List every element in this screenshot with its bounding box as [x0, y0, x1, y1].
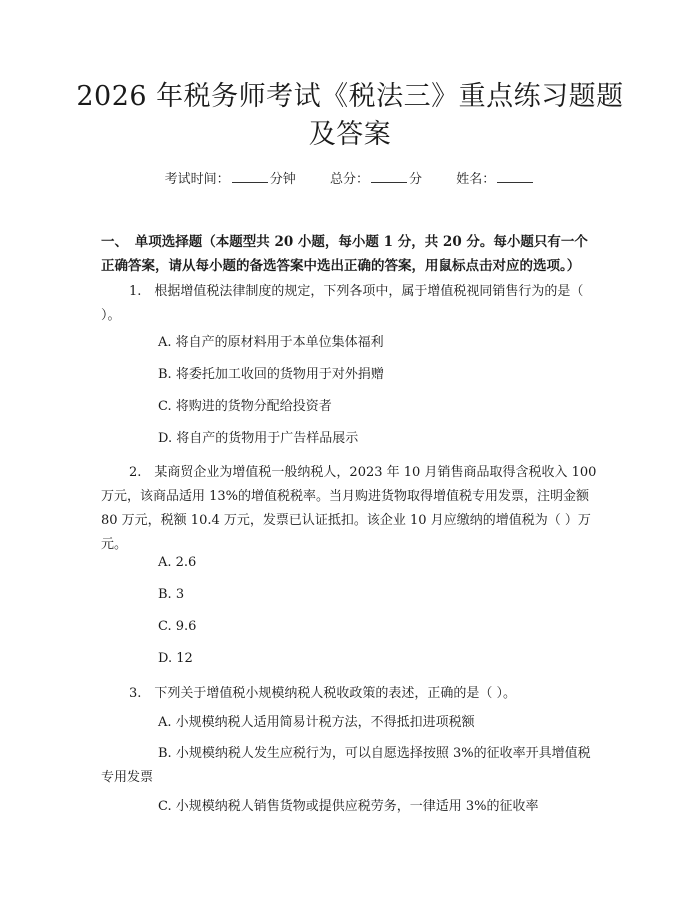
title-line-1: 2026 年税务师考试《税法三》重点练习题题 [76, 81, 624, 112]
question-number: 3. [129, 686, 142, 701]
name-label: 姓名： [456, 172, 496, 187]
option-1d[interactable]: D. 将自产的货物用于广告样品展示 [158, 431, 359, 446]
time-label: 考试时间： [164, 172, 230, 187]
question-number: 2. [129, 465, 142, 480]
question-number: 1. [129, 284, 142, 299]
question-2 [101, 461, 601, 557]
option-1a[interactable]: A. 将自产的原材料用于本单位集体福利 [158, 335, 384, 350]
document-title [60, 78, 640, 154]
question-3 [101, 682, 601, 706]
option-2a[interactable]: A. 2.6 [158, 555, 197, 570]
time-blank [232, 168, 268, 183]
score-unit: 分 [409, 172, 423, 187]
option-3c[interactable]: C. 小规模纳税人销售货物或提供应税劳务，一律适用 3%的征收率 [158, 799, 539, 814]
option-1c[interactable]: C. 将购进的货物分配给投资者 [158, 399, 332, 414]
question-text: 根据增值税法律制度的规定，下列各项中，属于增值税视同销售行为的是（ ）。 [101, 284, 584, 323]
question-1 [101, 280, 601, 328]
option-2d[interactable]: D. 12 [158, 651, 193, 666]
time-unit: 分钟 [269, 172, 296, 187]
option-2b[interactable]: B. 3 [158, 587, 185, 602]
score-blank [371, 168, 407, 183]
score-label: 总分： [329, 172, 369, 187]
option-1b[interactable]: B. 将委托加工收回的货物用于对外捐赠 [158, 367, 384, 382]
section-heading: 一、 单项选择题（本题型共 20 小题，每小题 1 分，共 20 分。每小题只有一个正确答案，请从每小题的备选答案中选出正确的答案，用鼠标点击对应的选项。） [101, 234, 588, 274]
question-text: 下列关于增值税小规模纳税人税收政策的表述，正确的是（ ）。 [154, 686, 517, 701]
name-blank [497, 168, 533, 183]
option-3a[interactable]: A. 小规模纳税人适用简易计税方法，不得抵扣进项税额 [158, 715, 475, 730]
title-line-2: 及答案 [308, 119, 392, 150]
option-3b[interactable]: B. 小规模纳税人发生应税行为，可以自愿选择按照 3%的征收率开具增值税专用发票 [101, 746, 591, 785]
question-text: 某商贸企业为增值税一般纳税人，2023 年 10 月销售商品取得含税收入 100 万元，该商品适用 13%的增值税税率。当月购进货物取得增值税专用发票，注明金额 80 万元，税额 10.4 万元，发票已认证抵扣。该企业 10 月应缴纳的增值税为（ ）万元。 [101, 465, 597, 552]
exam-meta [0, 168, 700, 190]
option-2c[interactable]: C. 9.6 [158, 619, 197, 634]
